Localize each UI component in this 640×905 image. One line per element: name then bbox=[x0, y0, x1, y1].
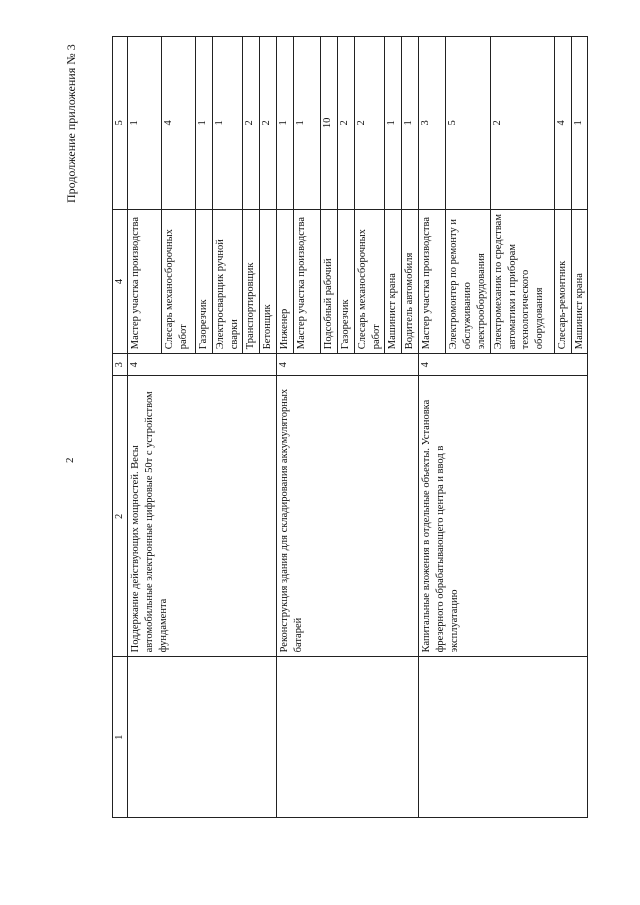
role-cell: Инженер bbox=[277, 209, 294, 354]
object-description-cell: Реконструкция здания для складирования аккумуляторных батарей bbox=[277, 376, 419, 657]
header-col-2: 2 bbox=[113, 376, 128, 657]
role-cell: Бетонщик bbox=[260, 209, 277, 354]
table-row bbox=[419, 37, 446, 818]
count-cell: 2 bbox=[260, 37, 277, 210]
role-cell: Мастер участка производства bbox=[294, 209, 321, 354]
count-cell: 5 bbox=[446, 37, 491, 210]
role-cell: Машинист крана bbox=[571, 209, 588, 354]
continuation-title: Продолжение приложения № 3 bbox=[64, 44, 78, 203]
role-cell: Газорезчик bbox=[195, 209, 212, 354]
count-cell: 1 bbox=[385, 37, 402, 210]
role-cell: Машинист крана bbox=[385, 209, 402, 354]
count-cell: 2 bbox=[354, 37, 385, 210]
count-cell: 2 bbox=[337, 37, 354, 210]
role-cell: Электромеханик по средствам автоматики и приборам технологического оборудования bbox=[490, 209, 554, 354]
count-cell: 1 bbox=[277, 37, 294, 210]
rotated-table-container bbox=[112, 36, 585, 818]
header-col-4: 4 bbox=[113, 209, 128, 354]
count-cell: 3 bbox=[419, 37, 446, 210]
header-col-3: 3 bbox=[113, 354, 128, 376]
count-cell: 4 bbox=[161, 37, 195, 210]
table-row bbox=[277, 37, 294, 818]
count-cell: 2 bbox=[243, 37, 260, 210]
header-row bbox=[113, 37, 128, 818]
count-cell: 1 bbox=[195, 37, 212, 210]
table-row bbox=[127, 37, 161, 818]
count-cell: 1 bbox=[402, 37, 419, 210]
count-cell: 2 bbox=[490, 37, 554, 210]
object-description-cell: Капитальные вложения в отдельные объекты. Установка фрезерного обрабатывающего центра и ввод в эксплуатацию bbox=[419, 376, 588, 657]
role-cell: Мастер участка производства bbox=[419, 209, 446, 354]
count-cell: 10 bbox=[321, 37, 338, 210]
group-col1-cell bbox=[419, 657, 588, 818]
role-cell: Подсобный рабочий bbox=[321, 209, 338, 354]
group-number-cell: 4 bbox=[127, 354, 276, 376]
role-cell: Электромонтер по ремонту и обслуживанию электрооборудования bbox=[446, 209, 491, 354]
object-description-cell: Поддержание действующих мощностей. Весы автомобильные электронные цифровые 50т с устройством фундамента bbox=[127, 376, 276, 657]
header-col-5: 5 bbox=[113, 37, 128, 210]
group-col1-cell bbox=[277, 657, 419, 818]
group-col1-cell bbox=[127, 657, 276, 818]
role-cell: Газорезчик bbox=[337, 209, 354, 354]
table-body bbox=[127, 37, 588, 818]
count-cell: 1 bbox=[212, 37, 243, 210]
role-cell: Транспортировщик bbox=[243, 209, 260, 354]
role-cell: Слесарь механосборочных работ bbox=[354, 209, 385, 354]
count-cell: 4 bbox=[554, 37, 571, 210]
group-number-cell: 4 bbox=[277, 354, 419, 376]
group-number-cell: 4 bbox=[419, 354, 588, 376]
role-cell: Мастер участка производства bbox=[127, 209, 161, 354]
count-cell: 1 bbox=[571, 37, 588, 210]
staffing-table bbox=[112, 36, 588, 818]
header-col-1: 1 bbox=[113, 657, 128, 818]
role-cell: Водитель автомобиля bbox=[402, 209, 419, 354]
count-cell: 1 bbox=[294, 37, 321, 210]
role-cell: Электросварщик ручной сварки bbox=[212, 209, 243, 354]
role-cell: Слесарь-ремонтник bbox=[554, 209, 571, 354]
page-number: 2 bbox=[64, 457, 76, 463]
role-cell: Слесарь механосборочных работ bbox=[161, 209, 195, 354]
count-cell: 1 bbox=[127, 37, 161, 210]
